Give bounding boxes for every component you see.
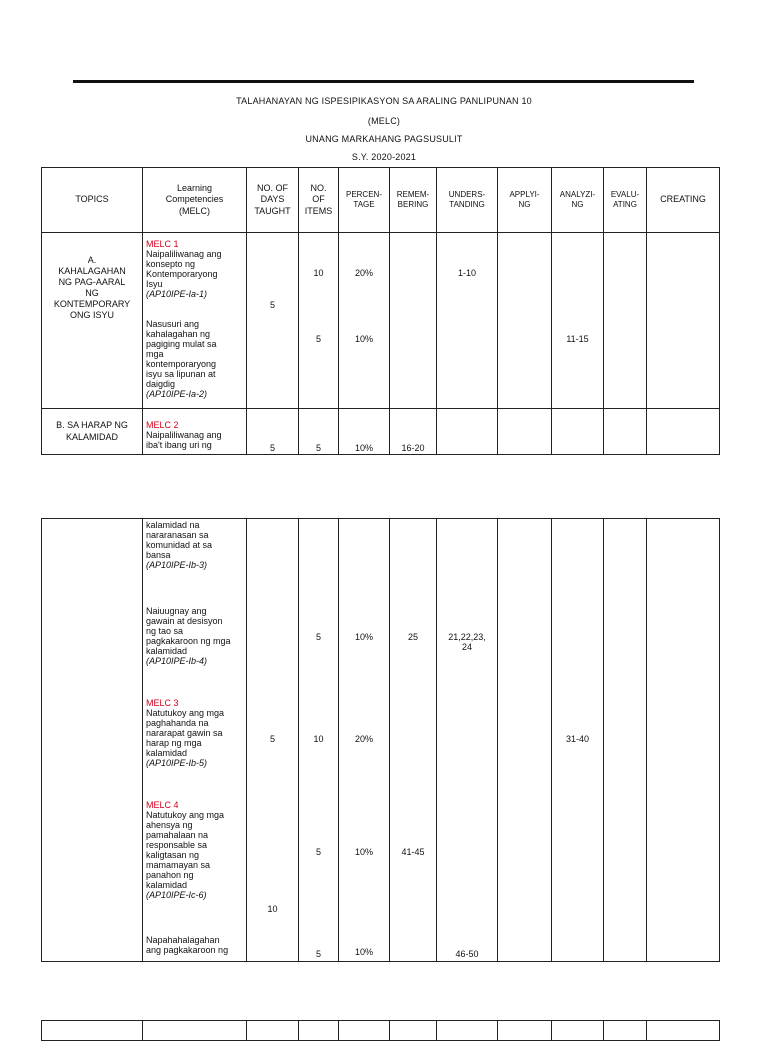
- ana-a-cell: 11-15: [552, 233, 604, 409]
- competencies-cell-continued: [143, 519, 247, 962]
- table-header-row: [42, 168, 720, 233]
- col-percentage: PERCEN- TAGE: [339, 168, 390, 233]
- topic-a-label: A. KAHALAGAHAN NG PAG-AARAL NG KONTEMPORARY ONG ISYU: [53, 255, 131, 320]
- cre-a-cell: [647, 233, 720, 409]
- competency-4-code: (AP10IPE-Ib-4): [146, 656, 208, 666]
- days-b-cell: 5: [247, 409, 299, 455]
- melc1-block: MELC 1 Naipaliliwanag ang konsepto ng Kontemporaryong Isyu (AP10IPE-Ia-1): [146, 239, 244, 299]
- melc3-block: MELC 3 Natutukoy ang mga paghahanda na nararapat gawin sa harap ng mga kalamidad (AP10IPE-Ib-5): [146, 698, 244, 768]
- tos-table-page2: [41, 518, 720, 962]
- melc2-block: MELC 2 Naipaliliwanag ang iba't ibang uri ng: [146, 420, 244, 450]
- rem-b-cell: 16-20: [390, 409, 437, 455]
- melc3-code: (AP10IPE-Ib-5): [146, 758, 208, 768]
- col-evaluating: EVALU- ATING: [604, 168, 647, 233]
- competency-3-code: (AP10IPE-Ib-3): [146, 560, 208, 570]
- app-a-cell: [498, 233, 552, 409]
- rem-cell-p2: 25 41-45: [390, 519, 437, 962]
- col-remembering: REMEM- BERING: [390, 168, 437, 233]
- doc-exam-name: UNANG MARKAHANG PAGSUSULIT: [305, 134, 463, 144]
- und-a-cell: 1-10: [437, 233, 498, 409]
- competencies-a-cell: [143, 233, 247, 409]
- topic-cell-continued: [42, 519, 143, 962]
- tos-table-page1: [41, 167, 720, 455]
- melc4-code: (AP10IPE-Ic-6): [146, 890, 207, 900]
- days-a-cell: 5: [247, 233, 299, 409]
- topic-b-cell: [42, 409, 143, 455]
- eva-cell-p2: [604, 519, 647, 962]
- melc1-label: MELC 1: [146, 239, 179, 249]
- ana-cell-p2: 31-40: [552, 519, 604, 962]
- items-b-cell: 5: [299, 409, 339, 455]
- col-days-taught: NO. OF DAYS TAUGHT: [247, 168, 299, 233]
- table-row-topic-a: [42, 233, 720, 409]
- pct-a-cell: 20% 10%: [339, 233, 390, 409]
- pct-b-cell: 10%: [339, 409, 390, 455]
- col-analyzing: ANALYZI- NG: [552, 168, 604, 233]
- topic-a-cell: [42, 233, 143, 409]
- competency-7-block: Napahahalagahan ang pagkakaroon ng: [146, 935, 229, 955]
- col-creating: CREATING: [647, 168, 720, 233]
- melc3-label: MELC 3: [146, 698, 179, 708]
- melc4-block: MELC 4 Natutukoy ang mga ahensya ng pamahalaan na responsable sa kaligtasan ng mamamayan sa panahon ng kalamidad (AP10IPE-Ic-6): [146, 800, 244, 900]
- tos-table-page3: [41, 1020, 720, 1041]
- col-learning-competencies: Learning Competencies (MELC): [143, 168, 247, 233]
- melc1-code: (AP10IPE-Ia-1): [146, 289, 208, 299]
- doc-title: TALAHANAYAN NG ISPESIPIKASYON SA ARALING PANLIPUNAN 10: [236, 96, 532, 106]
- pct-cell-p2: 10% 20% 10% 10%: [339, 519, 390, 962]
- col-understanding: UNDERS- TANDING: [437, 168, 498, 233]
- doc-subtitle-melc: (MELC): [367, 116, 401, 126]
- doc-school-year: S.Y. 2020-2021: [351, 152, 417, 162]
- rem-a-cell: [390, 233, 437, 409]
- competencies-b-cell: [143, 409, 247, 455]
- competency-3-block: kalamidad na nararanasan sa komunidad at sa bansa (AP10IPE-Ib-3): [146, 520, 244, 570]
- competency-2-code: (AP10IPE-Ia-2): [146, 389, 208, 399]
- und-cell-p2: 21,22,23, 24 46-50: [437, 519, 498, 962]
- col-no-of-items: NO. OF ITEMS: [299, 168, 339, 233]
- eva-a-cell: [604, 233, 647, 409]
- cre-cell-p2: [647, 519, 720, 962]
- col-topics: TOPICS: [42, 168, 143, 233]
- items-cell-p2: 5 10 5 5: [299, 519, 339, 962]
- competency-2-block: Nasusuri ang kahalagahan ng pagiging mulat sa mga kontemporaryong isyu sa lipunan at daigdig (AP10IPE-Ia-2): [146, 319, 244, 399]
- melc2-label: MELC 2: [146, 420, 179, 430]
- col-applying: APPLYI- NG: [498, 168, 552, 233]
- top-rule: [73, 80, 694, 83]
- items-a-cell: 10 5: [299, 233, 339, 409]
- table-row-topic-b: [42, 409, 720, 455]
- app-cell-p2: [498, 519, 552, 962]
- melc4-label: MELC 4: [146, 800, 179, 810]
- days-cell-p2: 5 10: [247, 519, 299, 962]
- competency-4-block: Naiuugnay ang gawain at desisyon ng tao sa pagkakaroon ng mga kalamidad (AP10IPE-Ib-4): [146, 606, 244, 666]
- table-row-topic-b-continued: [42, 519, 720, 962]
- topic-b-label: B. SA HARAP NG KALAMIDAD: [56, 420, 128, 442]
